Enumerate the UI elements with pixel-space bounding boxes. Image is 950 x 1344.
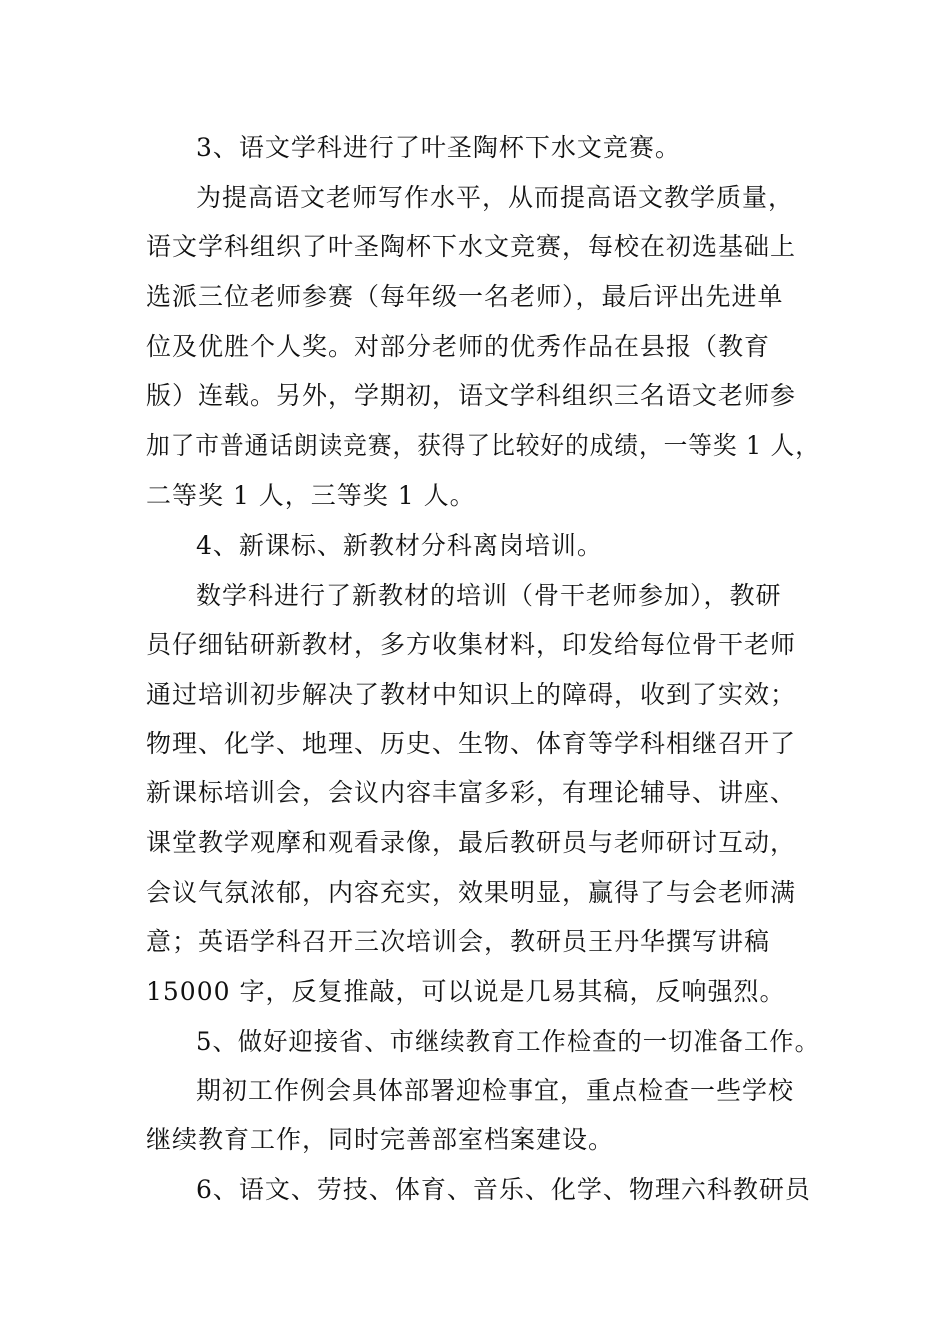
paragraph-line: 15000 字，反复推敲，可以说是几易其稿，反响强烈。 (146, 977, 786, 1006)
paragraph-line: 物理、化学、地理、历史、生物、体育等学科相继召开了 (146, 729, 797, 758)
paragraph-line: 数学科进行了新教材的培训（骨干老师参加），教研 (196, 581, 782, 610)
paragraph-line: 版）连载。另外，学期初，语文学科组织三名语文老师参 (146, 381, 797, 410)
heading-item-5: 5、做好迎接省、市继续教育工作检查的一切准备工作。 (196, 1027, 820, 1056)
paragraph-line: 会议气氛浓郁，内容充实，效果明显，赢得了与会老师满 (146, 878, 797, 907)
paragraph-line: 语文学科组织了叶圣陶杯下水文竞赛，每校在初选基础上 (146, 232, 797, 261)
paragraph-line: 选派三位老师参赛（每年级一名老师），最后评出先进单 (146, 282, 784, 311)
paragraph-line: 继续教育工作，同时完善部室档案建设。 (146, 1125, 615, 1154)
paragraph-line: 新课标培训会，会议内容丰富多彩，有理论辅导、讲座、 (146, 778, 797, 807)
paragraph-line: 员仔细钻研新教材，多方收集材料，印发给每位骨干老师 (146, 630, 797, 659)
heading-item-4: 4、新课标、新教材分科离岗培训。 (196, 531, 603, 560)
paragraph-line: 意；英语学科召开三次培训会，教研员王丹华撰写讲稿 (146, 927, 771, 956)
paragraph-line: 通过培训初步解决了教材中知识上的障碍，收到了实效； (146, 680, 797, 709)
paragraph-line: 为提高语文老师写作水平，从而提高语文教学质量， (196, 183, 795, 212)
paragraph-line: 加了市普通话朗读竞赛，获得了比较好的成绩，一等奖 1 人， (146, 431, 820, 460)
heading-item-6: 6、语文、劳技、体育、音乐、化学、物理六科教研员 (196, 1175, 811, 1204)
paragraph-line: 二等奖 1 人，三等奖 1 人。 (146, 481, 476, 510)
paragraph-line: 期初工作例会具体部署迎检事宜，重点检查一些学校 (196, 1076, 795, 1105)
paragraph-line: 课堂教学观摩和观看录像，最后教研员与老师研讨互动， (146, 828, 797, 857)
paragraph-line: 位及优胜个人奖。对部分老师的优秀作品在县报（教育 (146, 332, 771, 361)
heading-item-3: 3、语文学科进行了叶圣陶杯下水文竞赛。 (196, 133, 681, 162)
